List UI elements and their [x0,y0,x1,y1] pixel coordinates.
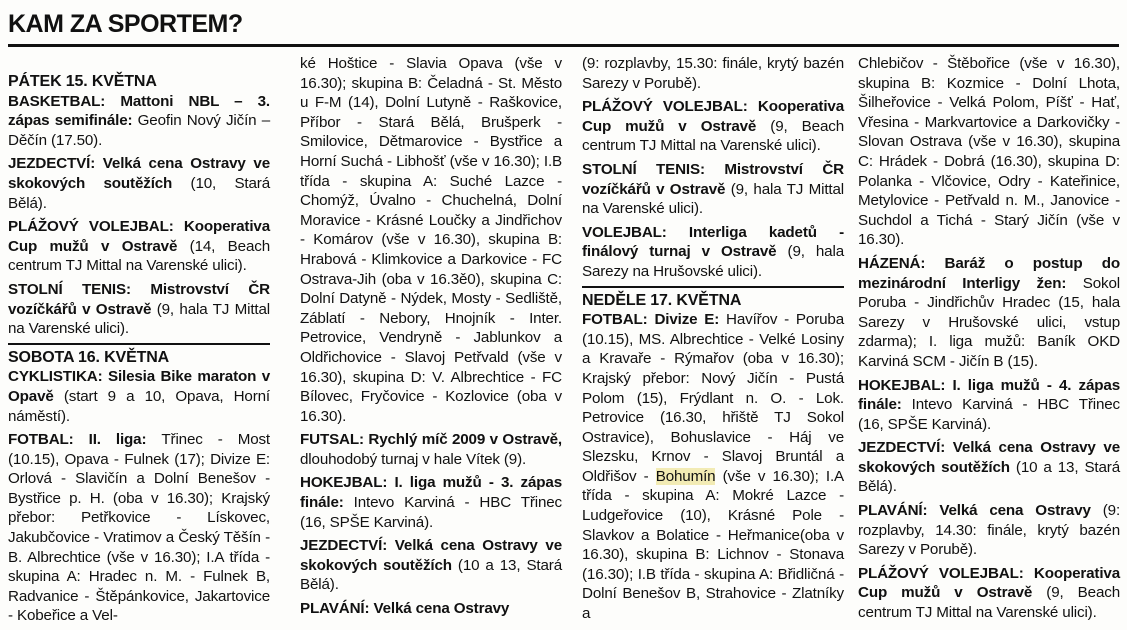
listing-entry: JEZDECTVÍ: Velká cena Ostravy ve skokových soutěžích (10, Stará Bělá). [8,155,270,212]
listing-entry: FUTSAL: Rychlý míč 2009 v Ostravě, dlouhodobý turnaj v hale Vítek (9). [300,431,562,468]
listing-entry: BASKETBAL: Mattoni NBL – 3. zápas semifinále: Geofin Nový Jičín – Děčín (17.50). [8,92,270,149]
listing-entry: FOTBAL: Divize E: Havířov - Poruba (10.15), MS. Albrechtice - Velké Losiny a Kravaře - Rýmařov (oba v 16.30); Krajský přebor: Nový Jičín - Pustá Polom (15), Frýdlant n. O. - Lok. Petrovice (16.30, hřiště TJ Sokol Ostravice), Bohuslavice - Háj ve Slezsku, Krnov - Slavoj Bruntál a Oldřišov - Bohumín (vše v 16.30); I.A třída - skupina A: Mokré Lazce - Ludgeřovice (10), Krásné Pole - Slavkov a Bolatice - Heřmanice(oba v 16.30), skupina B: Lichnov - Stonava (16.30); I.B třída - skupina A: Břidličná - Dolní Benešov B, Strahovice - Zlatníky a [582,311,845,623]
column-3 [582,54,844,628]
listing-entry: PLÁŽOVÝ VOLEJBAL: Kooperativa Cup mužů v Ostravě (9, Beach centrum TJ Mittal na Varenské ulici). [582,98,844,155]
page-title: KAM ZA SPORTEM? [8,10,243,38]
listing-entry: (9: rozplavby, 15.30: finále, krytý bazén Sarezy v Porubě). [582,55,844,92]
listing-entry: Chlebičov - Štěbořice (vše v 16.30), skupina B: Kozmice - Dolní Lhota, Šilheřovice - Velká Polom, Píšť - Hať, Vřesina - Markvartovice a Darkovičky - Slovan Ostrava (vše v 16.30), skupina C: Hrádek - Dobrá (16.30), skupina D: Polanka - Vlčovice, Odry - Kateřinice, Metylovice - Petřvald n. M., Janovice - Suchdol a Tichá - Starý Jičín (vše v 16.30). [858,55,1120,249]
listing-entry: HOKEJBAL: I. liga mužů - 4. zápas finále: Intevo Karviná - HBC Třinec (16, SPŠE Karviná). [858,376,1120,433]
divider [8,343,270,345]
day-heading: SOBOTA 16. KVĚTNA [8,348,170,366]
column-2 [300,54,562,623]
listing-entry: JEZDECTVÍ: Velká cena Ostravy ve skokových soutěžích (10 a 13, Stará Bělá). [300,537,562,594]
listing-entry: PLÁŽOVÝ VOLEJBAL: Kooperativa Cup mužů v Ostravě (9, Beach centrum TJ Mittal na Varenské ulici). [858,564,1120,622]
highlighted-text: Bohumín [655,467,716,485]
listing-entry: STOLNÍ TENIS: Mistrovství ČR vozíčkářů v Ostravě (9, hala TJ Mittal na Varenské ulici). [582,160,844,218]
listing-entry: PLÁŽOVÝ VOLEJBAL: Kooperativa Cup mužů v Ostravě (14, Beach centrum TJ Mittal na Varenské ulici). [8,218,270,275]
listing-entry: ké Hoštice - Slavia Opava (vše v 16.30); skupina B: Čeladná - St. Město u F-M (14), Dolní Lutyně - Raškovice, Příbor - Stará Bělá, Brušperk - Smilovice, Dětmarovice - Bystřice a Horní Suchá - Libhošť (vše v 16.30); I.B třída - skupina A: Suché Lazce - Chomýž, Úvalno - Chuchelná, Dolní Moravice - Krásné Loučky a Jindřichov - Komárov (vše v 16.30), skupina B: Hrabová - Klimkovice a Darkovice - FC Ostrava-Jih (oba v 16.3ě0), skupina C: Dolní Datyně - Nýdek, Mosty - Sedliště, Záblatí - Nebory, Hnojník - Inter. Petrovice, Vendryně - Jablunkov a Oldřichovice - Slavoj Petřvald (vše v 16.30), skupina D: V. Albrechtice - FC Bílovec, Fryčovice - Kozlovice (oba v 16.30). [300,55,562,425]
listing-entry: HÁZENÁ: Baráž o postup do mezinárodní Interligy žen: Sokol Poruba - Jindřichův Hradec (15, hala Sarezy v Hrušovské ulici, vstup zdarma); I. liga mužů: Baník OKD Karviná SCM - Jičín B (15). [858,254,1120,370]
listing-entry: FOTBAL: II. liga: Třinec - Most (10.15), Opava - Fulnek (17); Divize E: Orlová - Slavičín a Dolní Benešov - Bystřice p. H. (oba v 16.30); Krajský přebor: Petřkovice - Lískovec, Jakubčovice - Vratimov a Český Těšín - B. Albrechtice (vše v 16.30); I.A třída - skupina A: Hradec n. M. - Fulnek B, Radvanice - Štěpánkovice, Jakartovice - Kobeřice a Vel- [8,431,271,625]
day-heading: NEDĚLE 17. KVĚTNA [582,291,742,309]
listing-entry: PLAVÁNÍ: Velká cena Ostravy [300,600,510,618]
listing-entry: CYKLISTIKA: Silesia Bike maraton v Opavě (start 9 a 10, Opava, Horní náměstí). [8,368,270,425]
day-heading: PÁTEK 15. KVĚTNA [8,73,157,90]
listing-entry: STOLNÍ TENIS: Mistrovství ČR vozíčkářů v Ostravě (9, hala TJ Mittal na Varenské ulici). [8,280,270,338]
column-4 [858,54,1120,627]
divider [582,286,844,288]
listing-entry: VOLEJBAL: Interliga kadetů - finálový turnaj v Ostravě (9, hala Sarezy na Hrušovské ulici). [582,223,844,280]
column-1 [8,72,270,630]
listing-entry: PLAVÁNÍ: Velká cena Ostravy (9: rozplavby, 14.30: finále, krytý bazén Sarezy v Porubě). [858,502,1121,559]
listing-entry: JEZDECTVÍ: Velká cena Ostravy ve skokových soutěžích (10 a 13, Stará Bělá). [858,439,1120,496]
title-rule [8,44,1119,47]
listing-entry: HOKEJBAL: I. liga mužů - 3. zápas finále: Intevo Karviná - HBC Třinec (16, SPŠE Karviná). [300,474,562,531]
